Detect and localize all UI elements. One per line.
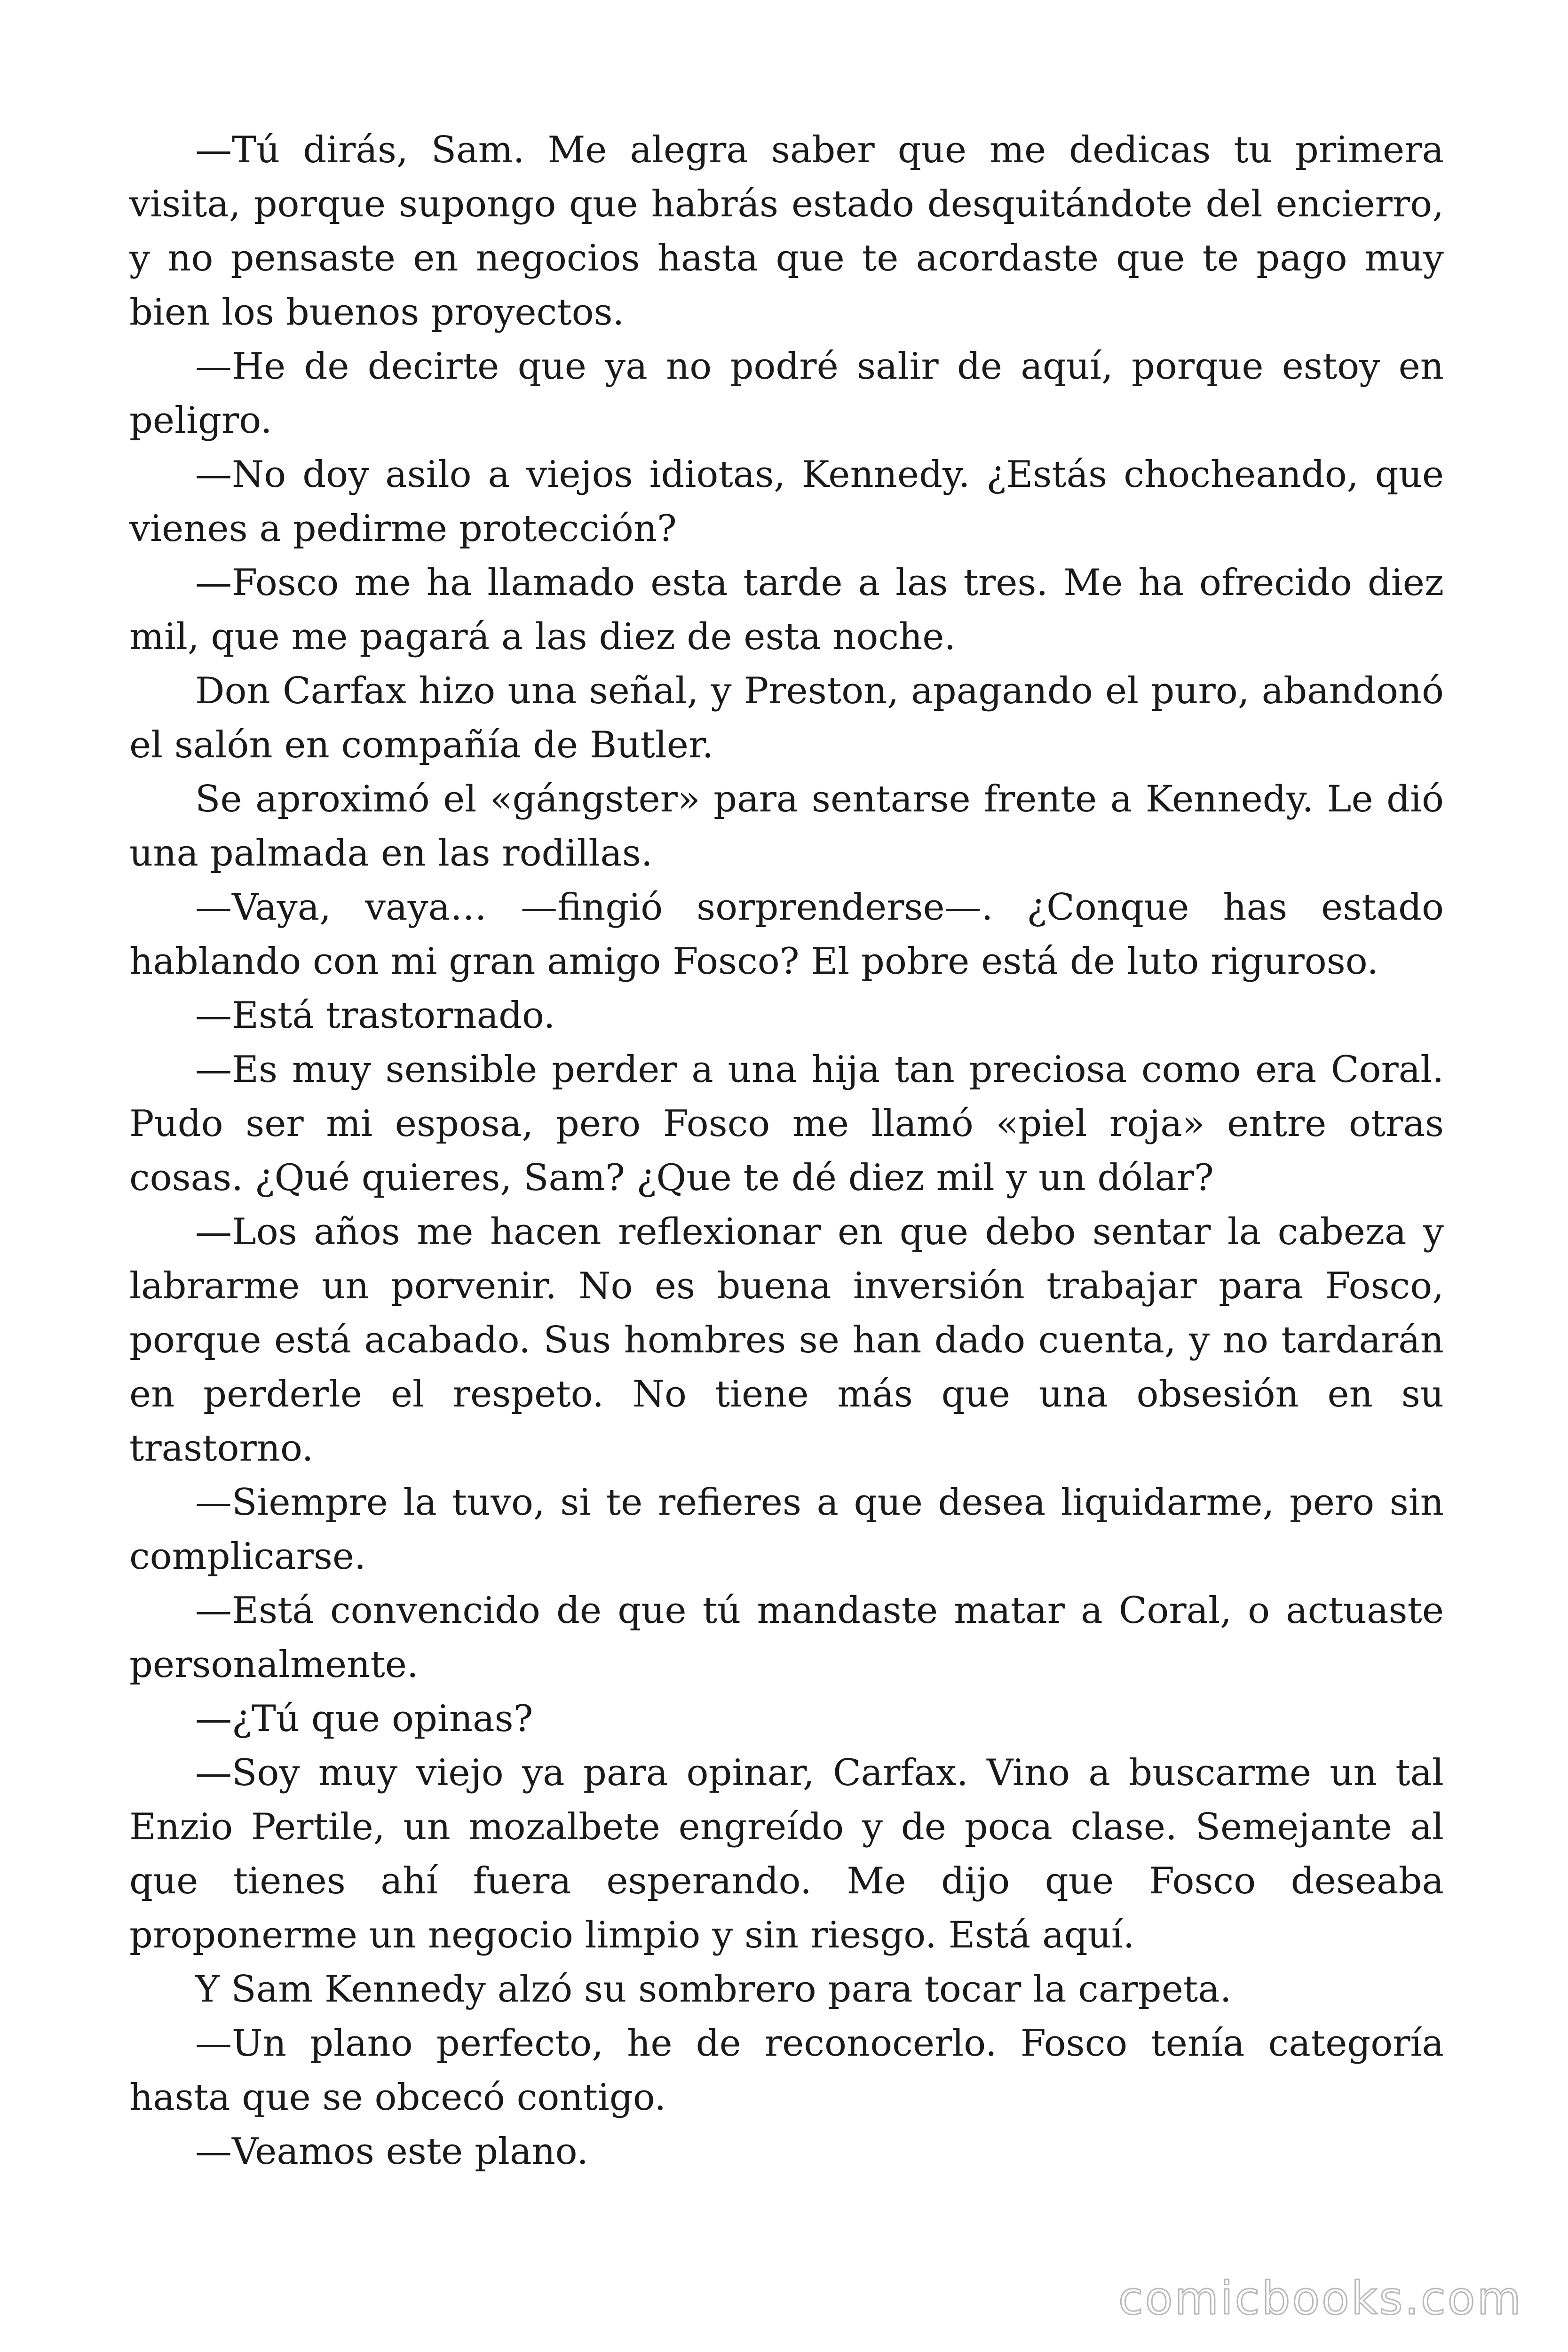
paragraph: Se aproximó el «gángster» para sentarse frente a Kennedy. Le dió una palmada en las rodillas.	[129, 778, 1444, 874]
book-page-text	[129, 123, 1444, 2179]
watermark: comicbooks.com	[1118, 2272, 1523, 2325]
paragraph: —Soy muy viejo ya para opinar, Carfax. Vino a buscarme un tal Enzio Pertile, un mozalbete engreído y de poca clase. Semejante al que tienes ahí fuera esperando. Me dijo que Fosco deseaba proponerme un negocio limpio y sin riesgo. Está aquí.	[129, 1752, 1444, 1956]
paragraph: Y Sam Kennedy alzó su sombrero para tocar la carpeta.	[195, 1968, 1232, 2010]
paragraph: —Un plano perfecto, he de reconocerlo. Fosco tenía categoría hasta que se obcecó contigo.	[129, 2022, 1444, 2119]
paragraph: —Siempre la tuvo, si te refieres a que desea liquidarme, pero sin complicarse.	[129, 1481, 1444, 1578]
paragraph: —Tú dirás, Sam. Me alegra saber que me dedicas tu primera visita, porque supongo que habrás estado desquitándote del encierro, y no pensaste en negocios hasta que te acordaste que te pago muy bien los buenos proyectos.	[129, 129, 1444, 334]
paragraph: —Está convencido de que tú mandaste matar a Coral, o actuaste personalmente.	[129, 1589, 1444, 1686]
paragraph: —He de decirte que ya no podré salir de aquí, porque estoy en peligro.	[129, 345, 1444, 442]
paragraph: —Está trastornado.	[195, 994, 555, 1037]
paragraph: —Veamos este plano.	[195, 2130, 589, 2173]
paragraph: —No doy asilo a viejos idiotas, Kennedy. ¿Estás chocheando, que vienes a pedirme protección?	[129, 453, 1444, 550]
paragraph: —Vaya, vaya… —fingió sorprenderse—. ¿Conque has estado hablando con mi gran amigo Fosco? El pobre está de luto riguroso.	[129, 886, 1444, 983]
paragraph: —Fosco me ha llamado esta tarde a las tres. Me ha ofrecido diez mil, que me pagará a las diez de esta noche.	[129, 562, 1444, 658]
paragraph: Don Carfax hizo una señal, y Preston, apagando el puro, abandonó el salón en compañía de Butler.	[129, 670, 1444, 766]
paragraph: —¿Tú que opinas?	[195, 1698, 533, 1740]
paragraph: —Los años me hacen reflexionar en que debo sentar la cabeza y labrarme un porvenir. No es buena inversión trabajar para Fosco, porque está acabado. Sus hombres se han dado cuenta, y no tardarán en perderle el respeto. No tiene más que una obsesión en su trastorno.	[129, 1211, 1444, 1470]
paragraph: —Es muy sensible perder a una hija tan preciosa como era Coral. Pudo ser mi esposa, pero Fosco me llamó «piel roja» entre otras cosas. ¿Qué quieres, Sam? ¿Que te dé diez mil y un dólar?	[129, 1049, 1444, 1199]
